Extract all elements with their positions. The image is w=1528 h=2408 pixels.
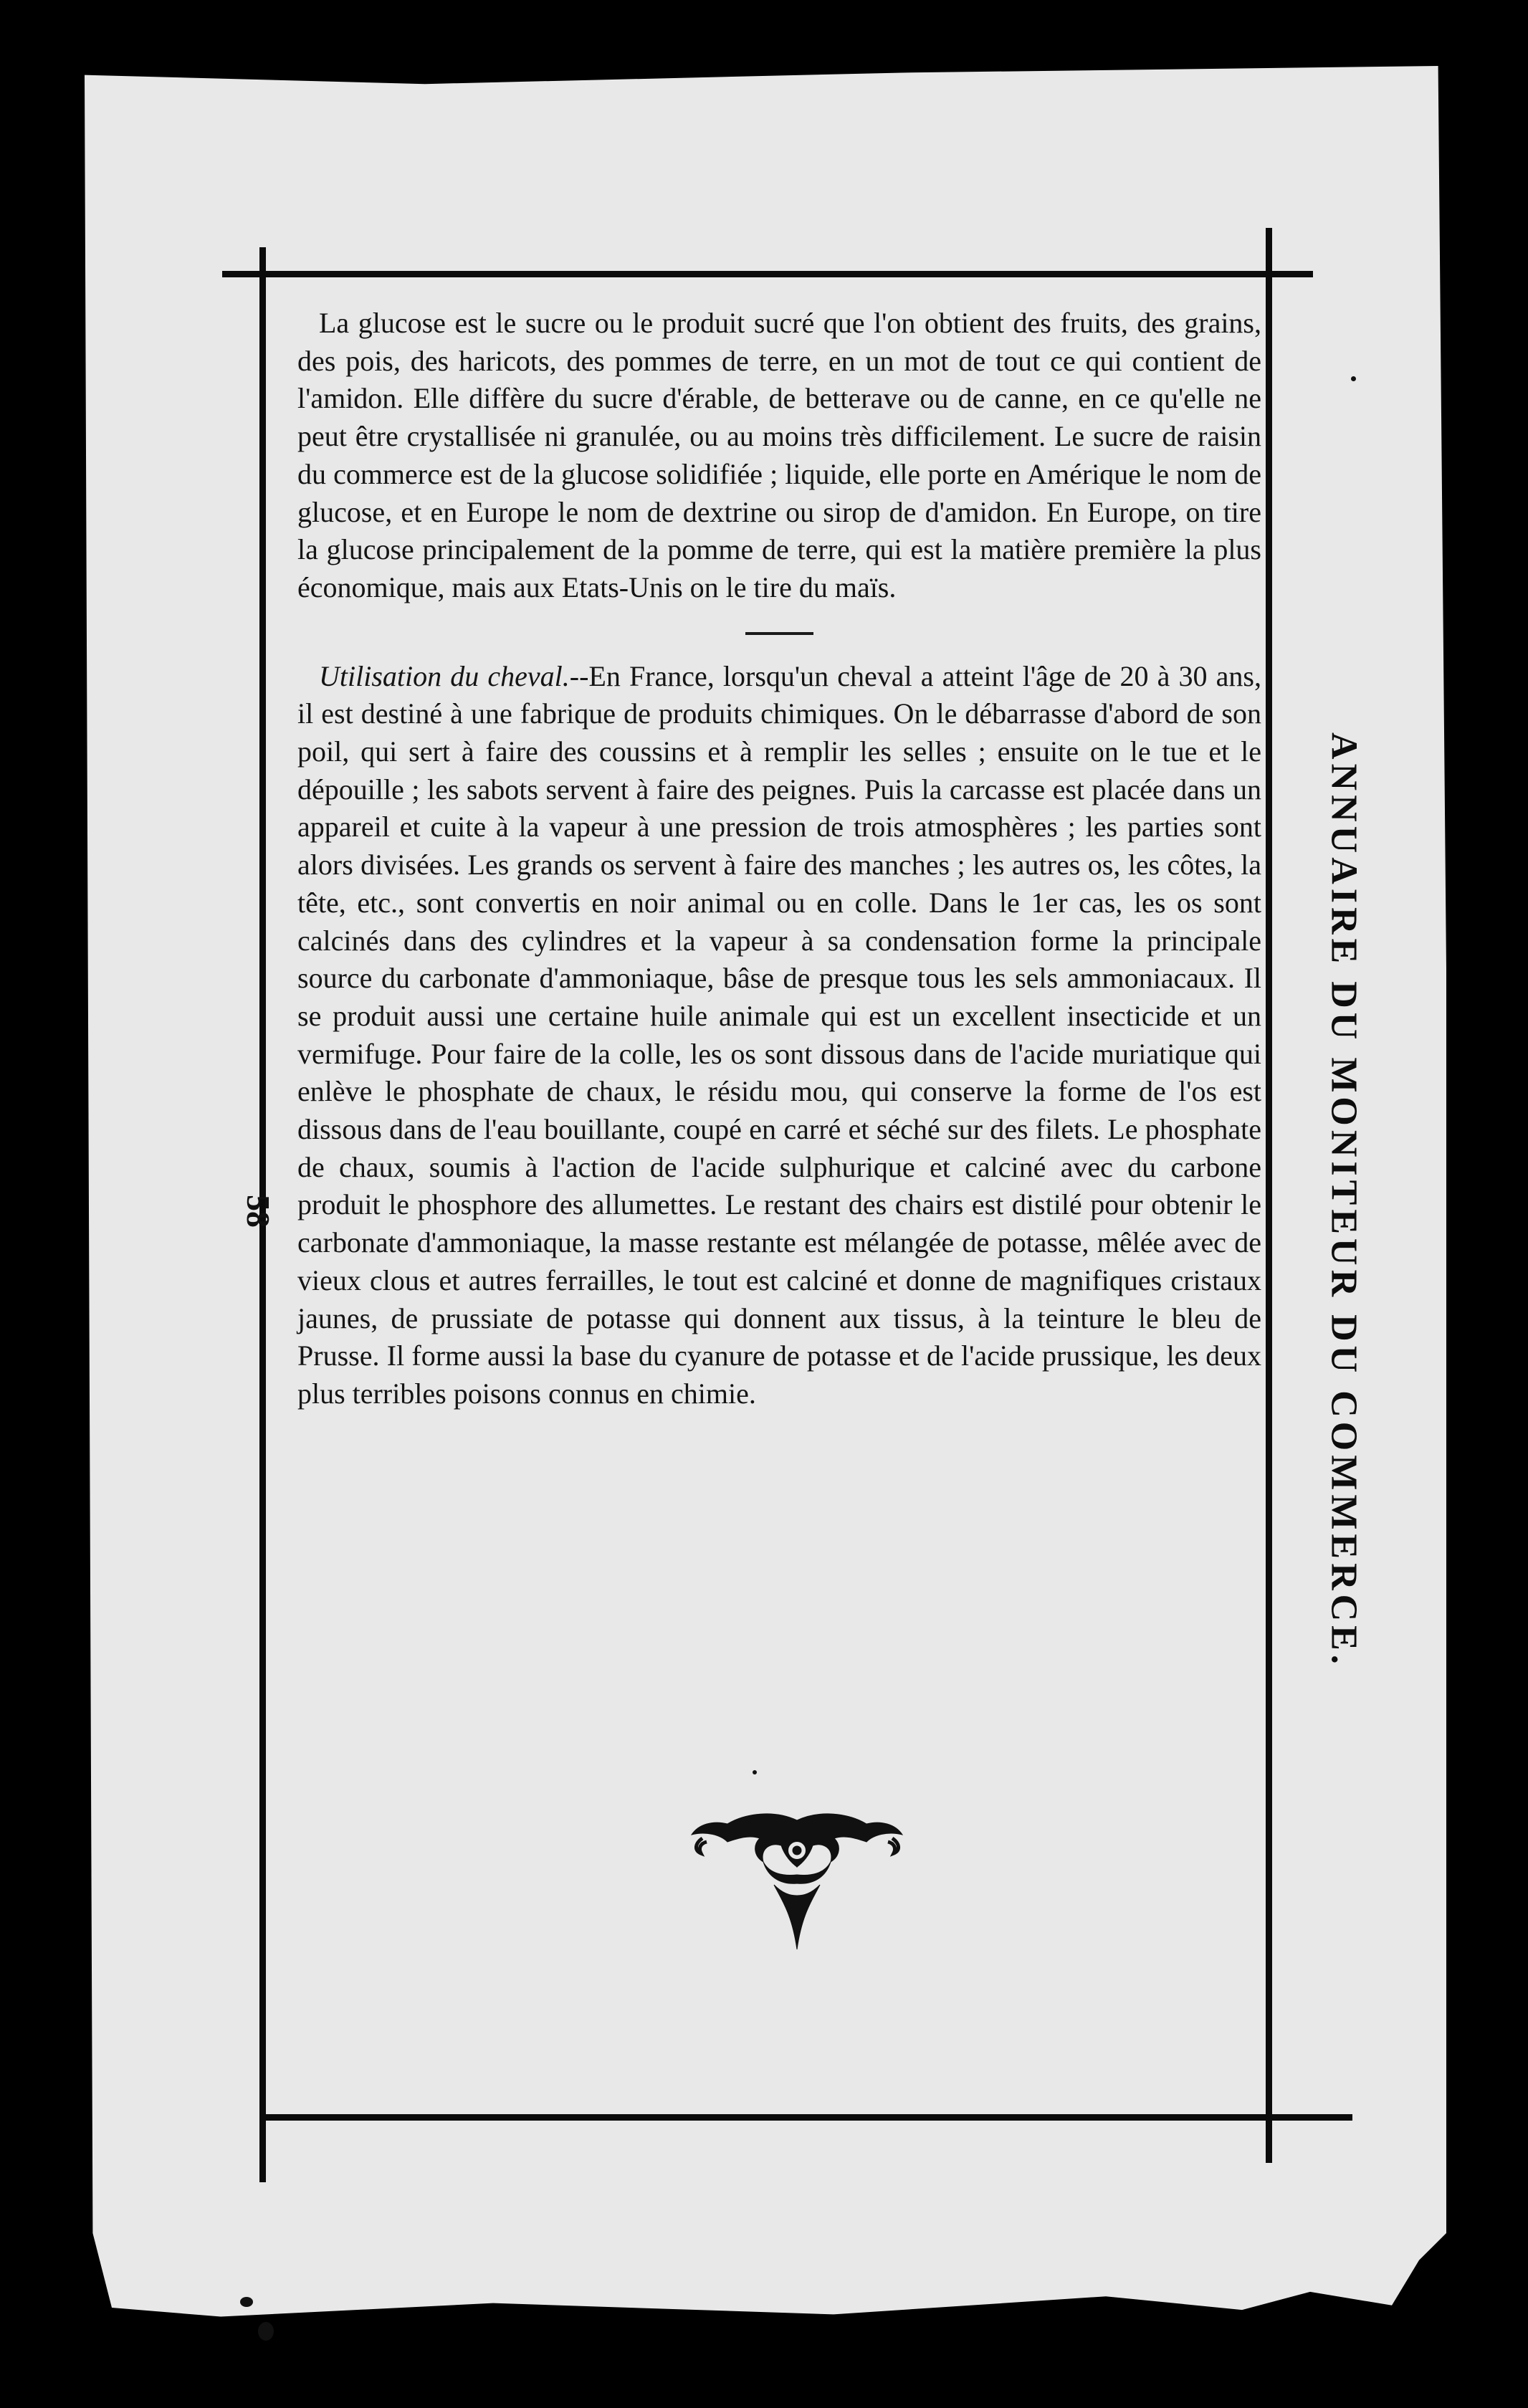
- article-cheval: [297, 658, 1261, 1413]
- article-glucose: La glucose est le sucre ou le produit sucré que l'on obtient des fruits, des grains, des pois, des haricots, des pommes de terre, en un mot de tout ce qui contient de l'amidon. Elle diffère du sucre d'érable, de betterave ou de canne, en ce qu'elle ne peut être crystallisée ni granulée, ou au moins très difficilement. Le sucre de raisin du commerce est de la glucose solidifiée ; liquide, elle porte en Amérique le nom de glucose, et en Europe le nom de dextrine ou sirop de d'amidon. En Europe, on tire la glucose principalement de la pomme de terre, qui est la matière première la plus économique, mais aux Etats-Unis on le tire du maïs.: [297, 307, 1261, 603]
- scan-speck: [753, 1770, 757, 1774]
- page-number: 58: [240, 1195, 277, 1228]
- article-cheval-dash: --: [569, 659, 589, 692]
- article-cheval-title: Utilisation du cheval.: [319, 659, 570, 692]
- scan-speck: [258, 2322, 274, 2341]
- fleuron-ornament-icon: [688, 1806, 907, 1956]
- section-separator: [745, 632, 813, 635]
- scan-speck: [1351, 376, 1356, 381]
- scan-speck: [240, 2297, 253, 2307]
- right-rule: [1266, 228, 1272, 2163]
- page-body: [297, 305, 1261, 1413]
- running-head: ANNUAIRE DU MONITEUR DU COMMERCE.: [1323, 732, 1365, 1668]
- article-cheval-text: En France, lorsqu'un cheval a atteint l'âge de 20 à 30 ans, il est destiné à une fabrique de produits chimiques. On le débarrasse d'abord de son poil, qui sert à faire des coussins et à remplir les selles ; ensuite on le tue et le dépouille ; les sabots servent à faire des peignes. Puis la carcasse est placée dans un appareil et cuite à la vapeur à une pression de trois atmosphères ; les parties sont alors divisées. Les grands os servent à faire des manches ; les autres os, les côtes, la tête, etc., sont convertis en noir animal ou en colle. Dans le 1er cas, les os sont calcinés dans des cylindres et la vapeur à sa condensation forme la principale source du carbonate d'ammoniaque, bâse de presque tous les sels ammoniacaux. Il se produit aussi une certaine huile animale qui est un excellent insecticide et un vermifuge. Pour faire de la colle, les os sont dissous dans de l'acide muriatique qui enlève le phosphate de chaux, le résidu mou, qui conserve la forme de l'os est dissous dans de l'eau bouillante, coupé en carré et séché sur des filets. Le phosphate de chaux, soumis à l'action de l'acide sulphurique et calciné avec du carbone produit le phosphore des allumettes. Le restant des chairs est distilé pour obtenir le carbonate d'ammoniaque, la masse restante est mélangée de potasse, mêlée avec de vieux clous et autres ferrailles, le tout est calciné et donne de magnifiques cristaux jaunes, de prussiate de potasse qui donnent aux tissus, à la teinture le bleu de Prusse. Il forme aussi la base du cyanure de potasse et de l'acide prussique, les deux plus terribles poisons connus en chimie.: [297, 659, 1261, 1410]
- bottom-rule: [259, 2114, 1352, 2121]
- top-rule: [222, 271, 1313, 277]
